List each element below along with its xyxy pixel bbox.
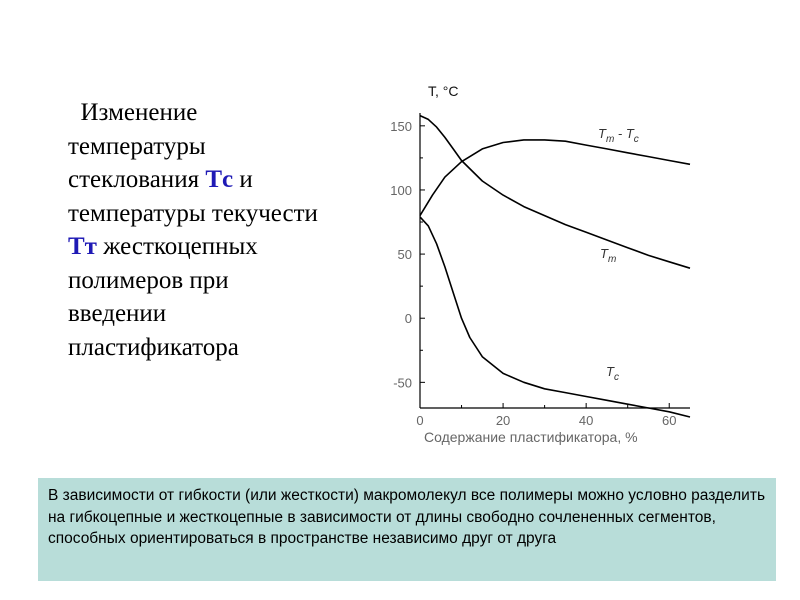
heading-text: Изменение <box>80 99 198 126</box>
heading-line-6: полимеров при <box>68 266 229 294</box>
axes <box>390 113 690 428</box>
heading-line-8: пластификатора <box>68 333 239 361</box>
heading-line-7: введении <box>68 300 167 327</box>
series-labels <box>598 126 639 383</box>
x-tick-label: 20 <box>495 413 511 428</box>
slide-heading <box>68 96 398 364</box>
series-line <box>420 217 690 417</box>
heading-text: и <box>233 166 253 193</box>
heading-text: жесткоцепных <box>96 233 258 260</box>
series-line <box>420 116 690 269</box>
heading-line-3 <box>68 163 398 197</box>
heading-text: стеклования <box>68 166 206 193</box>
y-tick-label: 0 <box>404 311 412 327</box>
heading-line-1 <box>68 96 398 130</box>
info-note <box>38 478 776 581</box>
y-tick-label: -50 <box>393 375 412 391</box>
y-tick-label: 150 <box>390 118 412 134</box>
y-axis-title: T, °C <box>428 83 459 99</box>
heading-line-4: температуры текучести <box>68 199 318 227</box>
y-tick-label: 100 <box>390 182 412 198</box>
x-axis-title: Содержание пластификатора, % <box>424 429 638 445</box>
temperature-chart <box>360 78 700 458</box>
flow-temperature-symbol: Tт <box>68 233 97 260</box>
series-label: $T_m - T_c$ <box>598 126 639 145</box>
x-tick-label: 0 <box>416 413 424 428</box>
x-tick-label: 60 <box>661 413 677 428</box>
heading-line-5 <box>68 230 398 264</box>
series-label: $T_c$ <box>606 364 619 383</box>
glass-transition-symbol: Tс <box>205 166 234 193</box>
note-text: В зависимости от гибкости (или жесткости) макромолекул все полимеры можно условно разделить на гибкоцепные и жесткоцепные в зависимости от длины свободно сочлененных сегментов, способных ориентироваться в пространстве независимо друг от друга <box>48 487 766 548</box>
series-line <box>420 140 690 216</box>
heading-line-2: температуры <box>68 132 206 160</box>
curves <box>420 116 690 417</box>
x-tick-label: 40 <box>578 413 594 428</box>
y-tick-label: 50 <box>397 247 412 263</box>
series-label: $T_m$ <box>600 246 617 265</box>
